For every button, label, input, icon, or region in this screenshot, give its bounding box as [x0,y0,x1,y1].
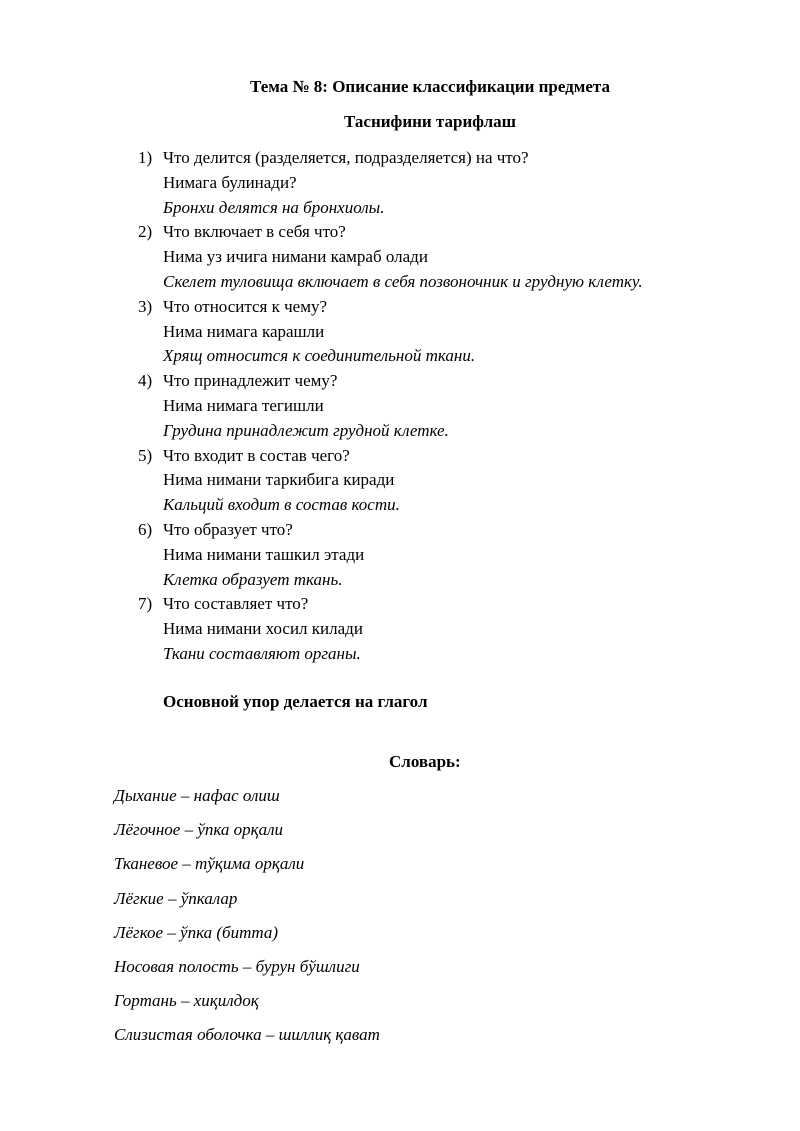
list-item [0,518,800,592]
question-ru: Что относится к чему? [163,296,328,316]
page-title: Тема № 8: Описание классификации предмета [250,77,610,96]
question-ru: Что входит в состав чего? [163,445,350,465]
item-number: 3) [138,296,153,316]
list-item [0,444,800,518]
question-uz: Нима нимани ташкил этади [163,544,365,564]
item-number: 1) [138,148,153,167]
item-number: 7) [138,594,153,614]
item-number: 5) [138,445,153,465]
example-sentence: Грудина принадлежит грудной клетке. [163,420,449,440]
example-sentence: Бронхи делятся на бронхиолы. [163,197,385,217]
dictionary-entry: Дыхание – нафас олиш [114,786,280,805]
item-number: 2) [138,222,153,242]
list-item [0,369,800,443]
dictionary-entry: Слизистая оболочка – шиллиқ қават [114,1025,380,1045]
list-item [0,592,800,666]
dictionary-entry: Тканевое – тўқима орқали [114,854,305,874]
item-number: 6) [138,519,153,539]
item-number: 4) [138,371,153,391]
question-ru: Что образует что? [163,519,293,539]
list-item [0,295,800,369]
dictionary-entry: Носовая полость – бурун бўшлиги [114,956,360,976]
example-sentence: Хрящ относится к соединительной ткани. [163,346,476,366]
example-sentence: Клетка образует ткань. [163,569,343,589]
dictionary-entry: Лёгочное – ўпка орқали [114,820,284,840]
dictionary-entry: Лёгкие – ўпкалар [114,888,238,908]
question-uz: Нимага булинади? [163,172,297,192]
example-sentence: Скелет туловища включает в себя позвоночник и грудную клетку. [163,271,643,291]
dictionary-entry: Гортань – хиқилдоқ [114,991,259,1011]
question-uz: Нима нимани хосил килади [163,619,363,639]
question-uz: Нима нимани таркибига киради [163,470,395,490]
question-ru: Что делится (разделяется, подразделяется) на что? [163,148,529,167]
page-subtitle: Таснифини тарифлаш [344,112,516,131]
list-item [0,146,800,220]
dictionary-entry: Лёгкое – ўпка (битта) [114,922,278,942]
example-sentence: Кальций входит в состав кости. [163,495,400,515]
question-uz: Нима нимага тегишли [163,395,324,415]
example-sentence: Ткани составляют органы. [163,643,361,663]
question-list [0,146,800,667]
emphasis-note: Основной упор делается на глагол [163,692,428,711]
dictionary-title: Словарь: [389,752,461,771]
question-uz: Нима уз ичига нимани камраб олади [163,247,428,267]
question-ru: Что принадлежит чему? [163,371,338,391]
question-ru: Что составляет что? [163,594,309,614]
question-ru: Что включает в себя что? [163,222,346,242]
dictionary-list [114,785,380,1059]
list-item [0,220,800,294]
question-uz: Нима нимага карашли [163,321,325,341]
